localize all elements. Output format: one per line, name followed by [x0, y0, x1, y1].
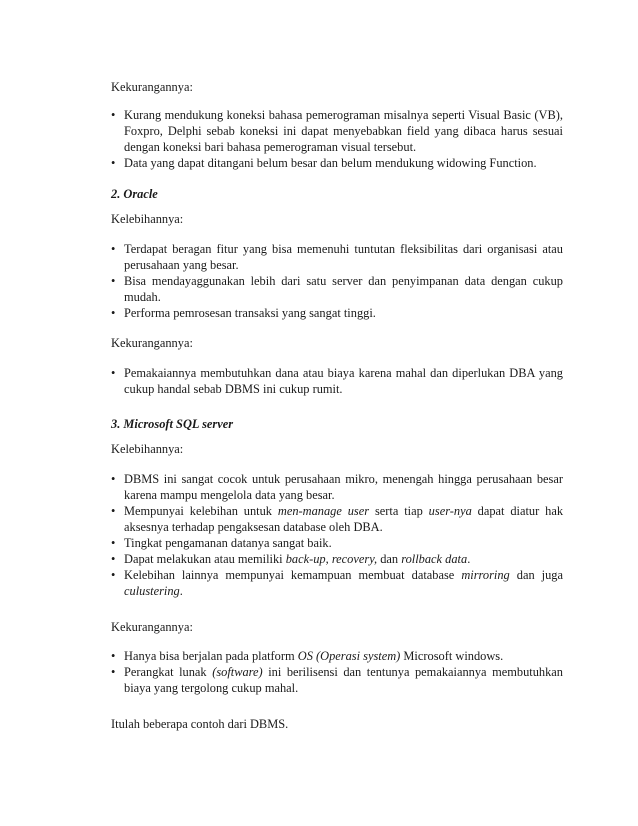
text-run: Perangkat lunak: [124, 665, 213, 679]
section-heading-mssql: 3. Microsoft SQL server: [111, 417, 234, 431]
text-run: Kelebihan lainnya mempunyai kemampuan membuat database: [124, 568, 462, 582]
bullet-icon: •: [111, 242, 116, 256]
bullet-icon: •: [111, 108, 116, 122]
list-item-text: Data yang dapat ditangani belum besar dan belum mendukung widowing Function.: [124, 156, 537, 170]
oracle-kekurangan-list: [111, 365, 563, 397]
section-heading-oracle: 2. Oracle: [111, 187, 158, 201]
kekurangan-label: Kekurangannya:: [111, 620, 193, 634]
list-item: [111, 551, 563, 567]
text-run: ini berilisensi dan tentunya pemakaiannya membutuhkan biaya yang tergolong cukup mahal.: [124, 665, 563, 695]
text-run: .: [467, 552, 471, 566]
mssql-kekurangan-list: [111, 648, 563, 696]
emphasis-text: user-nya: [428, 504, 472, 518]
emphasis-text: mirroring: [461, 568, 510, 582]
emphasis-text: culustering: [124, 584, 180, 598]
list-item: [111, 535, 563, 551]
document-body: [111, 79, 563, 732]
list-item: [111, 664, 563, 696]
list-item: [111, 273, 563, 305]
emphasis-text: rollback data: [401, 552, 468, 566]
bullet-icon: •: [111, 568, 116, 582]
mssql-kelebihan-list: [111, 471, 563, 599]
closing-sentence: Itulah beberapa contoh dari DBMS.: [111, 717, 289, 731]
bullet-icon: •: [111, 472, 116, 486]
list-item: [111, 471, 563, 503]
list-item: [111, 305, 563, 321]
bullet-icon: •: [111, 274, 116, 288]
kelebihan-label: Kelebihannya:: [111, 442, 184, 456]
bullet-icon: •: [111, 665, 116, 679]
text-run: dapat diatur hak aksesnya terhadap pengaksesan database oleh DBA.: [124, 504, 564, 534]
bullet-icon: •: [111, 504, 116, 518]
text-run: dan juga: [509, 568, 564, 582]
list-item-text: Kurang mendukung koneksi bahasa pemerograman misalnya seperti Visual Basic (VB), Foxpro, Delphi sebab koneksi ini dapat menyebabkan field yang dibaca harus sesuai dengan koneksi bari bahasa pemerograman visual tersebut.: [124, 108, 563, 154]
kekurangan-label: Kekurangannya:: [111, 80, 193, 94]
bullet-icon: •: [111, 536, 116, 550]
emphasis-text: men-manage user: [277, 504, 370, 518]
text-run: Hanya bisa berjalan pada platform: [124, 649, 298, 663]
kelebihan-label: Kelebihannya:: [111, 212, 184, 226]
emphasis-text: (software): [212, 665, 263, 679]
text-run: Dapat melakukan atau memiliki: [124, 552, 286, 566]
oracle-kelebihan-list: [111, 241, 563, 321]
emphasis-text: OS (Operasi system): [297, 649, 401, 663]
text-run: serta tiap: [369, 504, 429, 518]
list-item-text: Pemakaiannya membutuhkan dana atau biaya karena mahal dan diperlukan DBA yang cukup handal sebab DBMS ini cukup rumit.: [124, 366, 563, 396]
list-item: [111, 155, 563, 171]
text-run: Mempunyai kelebihan untuk: [124, 504, 278, 518]
bullet-icon: •: [111, 156, 116, 170]
text-run: .: [179, 584, 183, 598]
kekurangan-list: [111, 107, 563, 171]
bullet-icon: •: [111, 306, 116, 320]
list-item-text: Terdapat beragan fitur yang bisa memenuhi tuntutan fleksibilitas dari organisasi atau perusahaan yang besar.: [124, 242, 563, 272]
bullet-icon: •: [111, 649, 116, 663]
list-item: [111, 241, 563, 273]
text-run: dan: [377, 552, 402, 566]
list-item: [111, 365, 563, 397]
list-item-text: DBMS ini sangat cocok untuk perusahaan mikro, menengah hingga perusahaan besar karena mampu mengelola data yang besar.: [124, 472, 563, 502]
list-item: [111, 503, 563, 535]
list-item: [111, 648, 563, 664]
list-item: [111, 567, 563, 599]
list-item-text: Performa pemrosesan transaksi yang sangat tinggi.: [124, 306, 376, 320]
list-item-text: Tingkat pengamanan datanya sangat baik.: [124, 536, 332, 550]
emphasis-text: back-up, recovery,: [285, 552, 378, 566]
kekurangan-label: Kekurangannya:: [111, 336, 193, 350]
bullet-icon: •: [111, 366, 116, 380]
bullet-icon: •: [111, 552, 116, 566]
text-run: Microsoft windows.: [400, 649, 504, 663]
list-item: [111, 107, 563, 155]
list-item-text: Bisa mendayaggunakan lebih dari satu server dan penyimpanan data dengan cukup mudah.: [124, 274, 563, 304]
